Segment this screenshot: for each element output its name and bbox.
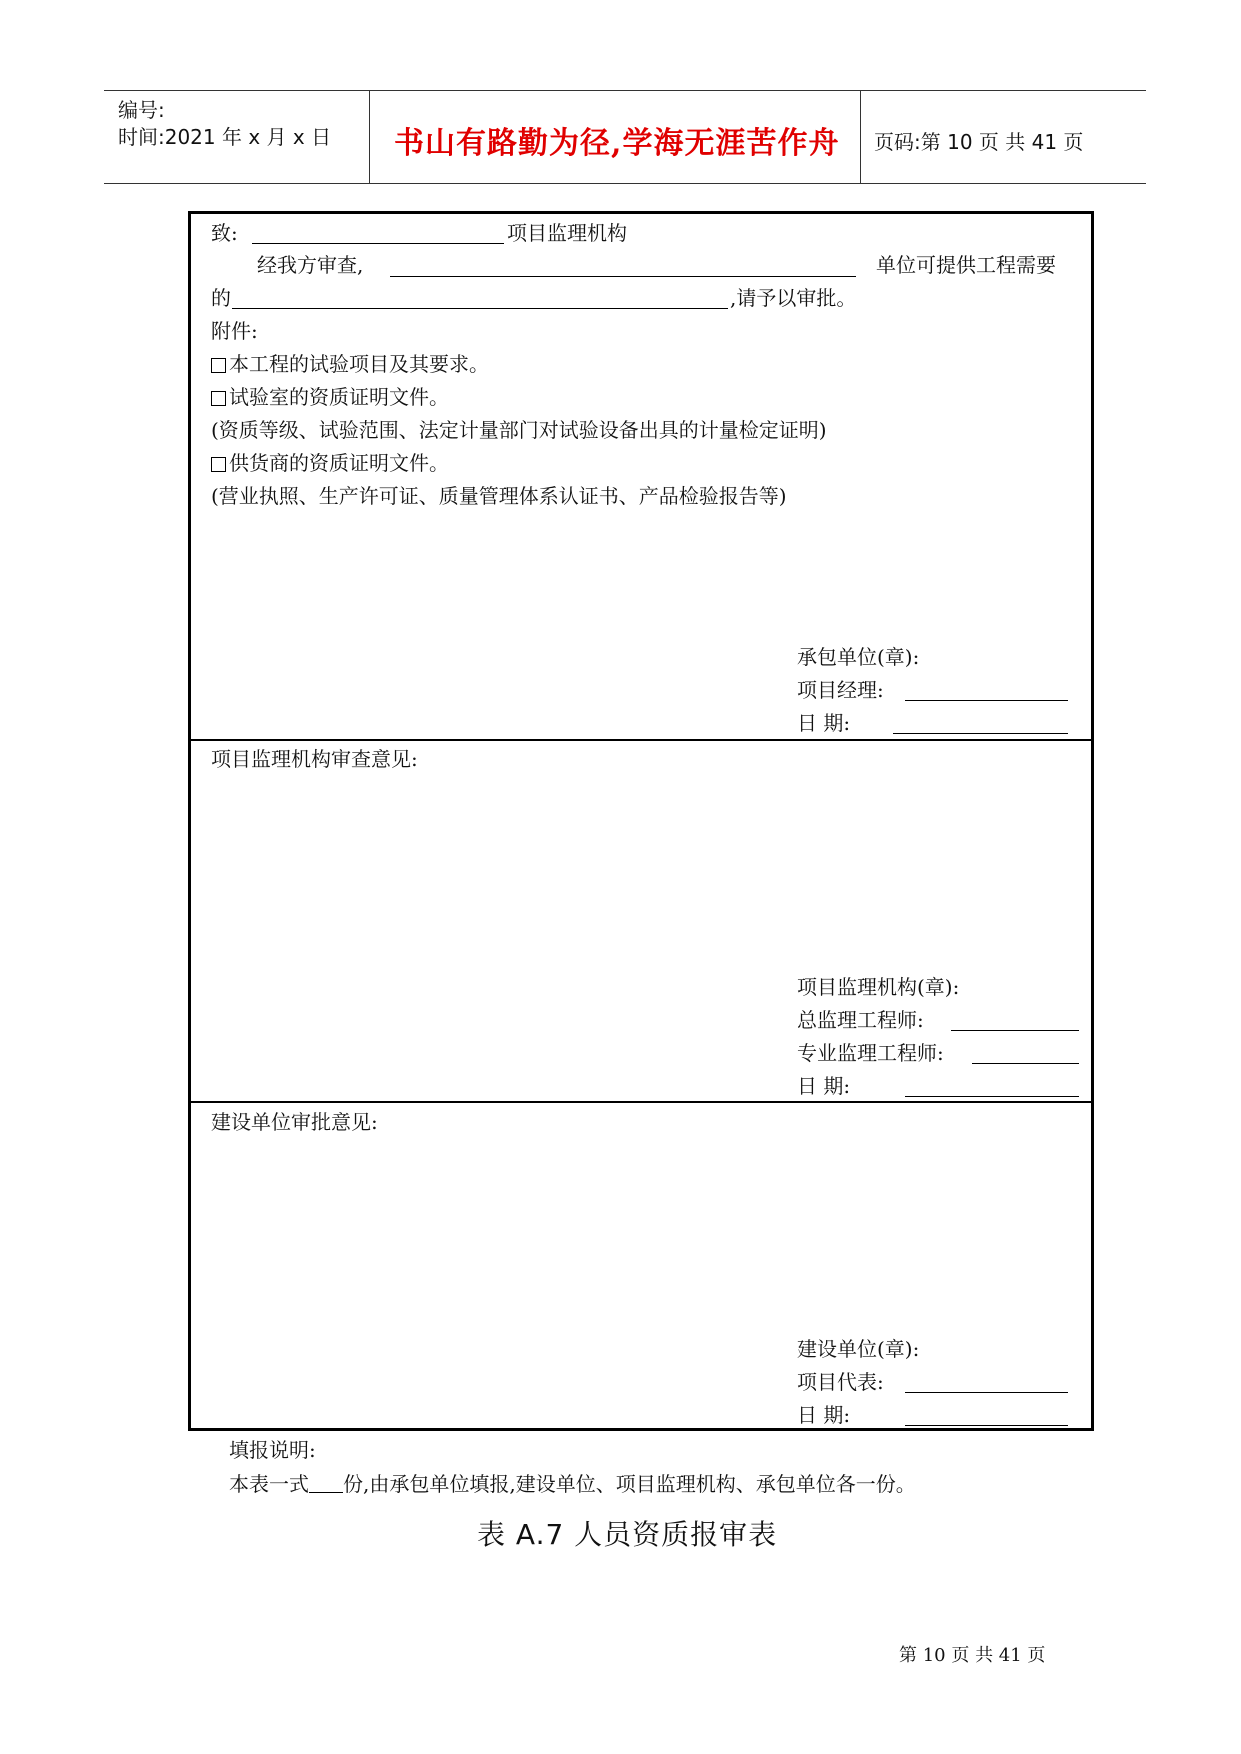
fill-notes-text: 本表一式 份,由承包单位填报,建设单位、项目监理机构、承包单位各一份。 (229, 1472, 916, 1496)
next-table-title: 表 A.7 人员资质报审表 (477, 1518, 778, 1551)
document-time-label: 时间:2021 年 x 月 x 日 (118, 125, 332, 149)
specialist-engineer-line[interactable] (972, 1063, 1079, 1064)
checkbox-icon[interactable] (211, 358, 226, 373)
attachment-note: (营业执照、生产许可证、质量管理体系认证书、产品检验报告等) (211, 484, 787, 508)
to-recipient-line[interactable] (252, 243, 504, 244)
contractor-seal-label: 承包单位(章): (797, 645, 920, 669)
supervision-opinion-label: 项目监理机构审查意见: (211, 747, 418, 771)
chief-engineer-line[interactable] (951, 1030, 1079, 1031)
to-suffix: 项目监理机构 (507, 221, 627, 245)
unit-name-line[interactable] (390, 276, 856, 277)
contractor-date-label: 日 期: (797, 711, 851, 735)
owner-date-line[interactable] (905, 1425, 1068, 1426)
form-divider-supervision (188, 739, 1094, 741)
supervision-date-line[interactable] (905, 1096, 1079, 1097)
owner-date-label: 日 期: (797, 1403, 851, 1427)
page-footer: 第 10 页 共 41 页 (899, 1645, 1046, 1666)
checkbox-icon[interactable] (211, 391, 226, 406)
purpose-line-prefix: 的 (211, 286, 231, 310)
attachment-item: 本工程的试验项目及其要求。 (211, 352, 489, 376)
attachment-note: (资质等级、试验范围、法定计量部门对试验设备出具的计量检定证明) (211, 418, 827, 442)
project-rep-label: 项目代表: (797, 1370, 884, 1394)
owner-opinion-label: 建设单位审批意见: (211, 1110, 378, 1134)
fill-notes-label: 填报说明: (229, 1438, 316, 1462)
owner-seal-label: 建设单位(章): (797, 1337, 920, 1361)
supervision-date-label: 日 期: (797, 1074, 851, 1098)
supervision-seal-label: 项目监理机构(章): (797, 975, 960, 999)
specialist-engineer-label: 专业监理工程师: (797, 1041, 944, 1065)
project-manager-line[interactable] (905, 700, 1068, 701)
contractor-date-line[interactable] (893, 733, 1068, 734)
chief-engineer-label: 总监理工程师: (797, 1008, 924, 1032)
attachment-item: 供货商的资质证明文件。 (211, 451, 449, 475)
attachments-label: 附件: (211, 319, 258, 343)
copies-count-line[interactable] (309, 1474, 343, 1493)
document-number-label: 编号: (118, 98, 165, 122)
review-line-prefix: 经我方审查, (257, 253, 364, 277)
review-line-suffix: 单位可提供工程需要 (876, 253, 1056, 277)
header-motto: 书山有路勤为径,学海无涯苦作舟 (394, 126, 840, 161)
purpose-line[interactable] (232, 308, 728, 309)
form-divider-owner (188, 1101, 1094, 1103)
project-manager-label: 项目经理: (797, 678, 884, 702)
to-prefix: 致: (211, 221, 238, 245)
checkbox-icon[interactable] (211, 457, 226, 472)
header-page-label: 页码:第 10 页 共 41 页 (874, 130, 1084, 154)
purpose-line-suffix: ,请予以审批。 (730, 286, 857, 310)
project-rep-line[interactable] (905, 1392, 1068, 1393)
attachment-item: 试验室的资质证明文件。 (211, 385, 449, 409)
